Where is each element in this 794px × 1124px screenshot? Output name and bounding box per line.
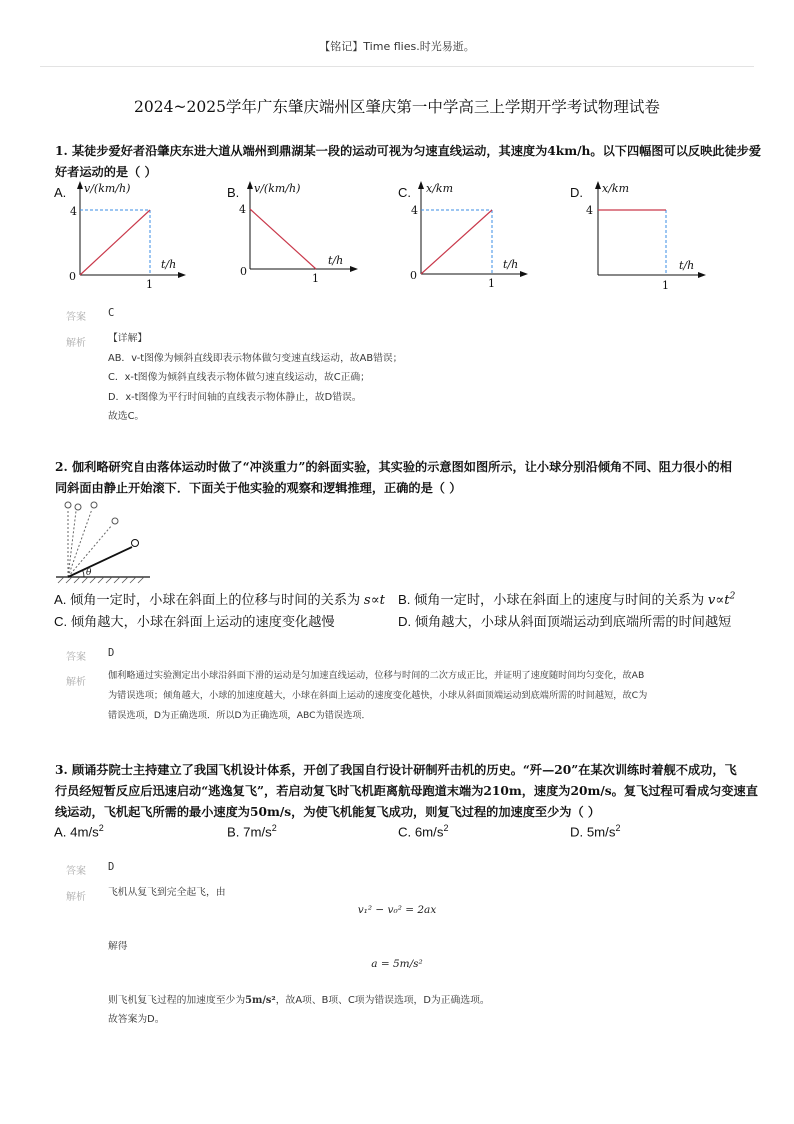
q1-stem-line2: 好者运动的是（ ）: [55, 165, 157, 179]
q3-analysis-label: 解析: [66, 892, 86, 903]
incline-steep: [68, 511, 76, 577]
q2-option-a-math: s∝t: [363, 593, 385, 608]
q2-answer-label: 答案: [66, 652, 86, 663]
y-axis-label: x/km: [426, 182, 454, 195]
q2-exp-line: 为错误选项；倾角越大，小球的加速度越大，小球在斜面上运动的速度变化越快，小球从斜面顶端运动到底端所需的时间越短，故C为: [108, 690, 648, 701]
q1-stem: [55, 141, 762, 183]
ground-hatch: [58, 577, 144, 583]
q2-explanation: [108, 666, 748, 726]
y-axis-label: v/(km/h): [84, 182, 131, 195]
origin-label: 0: [410, 269, 417, 282]
q3-option-d-text: D. 5m/s: [570, 824, 616, 840]
x-tick: 1: [146, 278, 153, 291]
q3-answer: D: [108, 861, 115, 873]
y-axis-arrow: [247, 181, 253, 189]
q3-formula-2: a = 5m/s²: [371, 958, 423, 970]
x-axis-label: t/h: [679, 259, 695, 272]
q3-option-c-sup: 2: [443, 823, 449, 833]
graph-line: [421, 210, 492, 274]
q1-answer-label: 答案: [66, 312, 86, 323]
q3-stem-line3: 线运动，飞机起飞所需的最小速度为50m/s，为使飞机能复飞成功，则复飞过程的加速度至少为（ ）: [55, 805, 601, 819]
q1-exp-line: 故选C。: [108, 411, 145, 422]
q2-option-a-text: A. 倾角一定时，小球在斜面上的位移与时间的关系为: [54, 592, 361, 607]
graph-line: [250, 209, 316, 269]
q3-option-b-text: B. 7m/s: [227, 824, 272, 840]
incline-solid: [68, 547, 132, 577]
q2-stem-line1: 2. 伽利略研究自由落体运动时做了“冲淡重力”的斜面实验，其实验的示意图如图所示，让小球分别沿倾角不同、阻力很小的相: [55, 460, 732, 474]
y-axis-arrow: [77, 181, 83, 189]
ball: [132, 540, 139, 547]
ball: [75, 504, 81, 510]
q2-stem: [55, 457, 755, 499]
q1-option-a-letter: A.: [54, 185, 67, 200]
x-tick: 1: [662, 279, 669, 292]
y-axis-label: x/km: [602, 182, 630, 195]
q3-option-b-sup: 2: [271, 823, 277, 833]
q1-graph-d: [578, 178, 713, 293]
q2-option-b: [398, 589, 735, 608]
x-axis-label: t/h: [161, 258, 177, 271]
y-tick: 4: [239, 203, 246, 216]
q1-analysis-label: 解析: [66, 338, 86, 349]
origin-label: 0: [240, 265, 247, 278]
q1-answer: C: [108, 307, 115, 319]
q2-option-b-math: v∝t: [707, 593, 730, 608]
q3-option-d-sup: 2: [615, 823, 621, 833]
y-tick: 4: [411, 204, 418, 217]
x-axis-label: t/h: [503, 258, 519, 271]
q2-answer: D: [108, 647, 115, 659]
q3-option-b: [227, 823, 277, 839]
q2-stem-line2: 同斜面由静止开始滚下．下面关于他实验的观察和逻辑推理，正确的是（ ）: [55, 481, 462, 495]
x-tick: 1: [312, 272, 319, 285]
q1-exp-line: D．x-t图像为平行时间轴的直线表示物体静止，故D错误。: [108, 391, 362, 403]
x-axis-arrow: [698, 272, 706, 278]
q1-exp-line: C．x-t图像为倾斜直线表示物体做匀速直线运动，故C正确；: [108, 372, 370, 383]
q1-exp-line: 【详解】: [108, 333, 148, 344]
q3-option-a-sup: 2: [98, 823, 104, 833]
q1-option-d-letter: D.: [570, 185, 583, 200]
q3-exp-line3-math: 5m/s²: [245, 995, 276, 1006]
q3-formula-1: v₁² − v₀² = 2ax: [357, 904, 437, 916]
y-axis-arrow: [418, 181, 424, 189]
q3-option-c: [398, 823, 448, 839]
q2-exp-line: 伽利略通过实验测定出小球沿斜面下滑的运动是匀加速直线运动，位移与时间的二次方成正比，并证明了速度随时间均匀变化，故AB: [108, 670, 645, 681]
q2-analysis-label: 解析: [66, 677, 86, 688]
origin-label: 0: [69, 270, 76, 283]
ball: [91, 502, 97, 508]
q1-graph-a: [62, 178, 192, 293]
graph-line: [80, 210, 150, 275]
q3-answer-label: 答案: [66, 866, 86, 877]
q1-stem-line1: 1. 某徒步爱好者沿肇庆东进大道从端州到鼎湖某一段的运动可视为匀速直线运动，其速度为4km/h。以下四幅图可以反映此徒步爱: [55, 144, 762, 158]
q2-incline-figure: [54, 497, 154, 585]
q3-stem-line1: 3. 顾诵芬院士主持建立了我国飞机设计体系，开创了我国自行设计研制歼击机的历史。“歼—20”在某次训练时着舰不成功，飞: [55, 763, 737, 777]
q1-exp-line: AB．v-t图像为倾斜直线即表示物体做匀变速直线运动，故AB错误；: [108, 352, 403, 364]
x-axis-arrow: [520, 271, 528, 277]
q1-option-b-letter: B.: [227, 185, 240, 200]
q2-option-b-text: B. 倾角一定时，小球在斜面上的速度与时间的关系为: [398, 592, 705, 607]
q3-exp-line3-text: 则飞机复飞过程的加速度至少为: [108, 995, 246, 1006]
q2-option-c: C. 倾角越大，小球在斜面上运动的速度变化越慢: [54, 614, 335, 629]
q3-option-a: [54, 823, 104, 839]
q3-exp-line4: 故答案为D。: [108, 1014, 165, 1025]
q3-option-a-text: A. 4m/s: [54, 824, 99, 840]
q1-graph-c: [404, 178, 534, 293]
ball: [112, 518, 118, 524]
y-axis-label: v/(km/h): [254, 182, 301, 195]
q2-option-a: [54, 589, 385, 608]
y-tick: 4: [586, 204, 593, 217]
page-title: 2024~2025学年广东肇庆端州区肇庆第一中学高三上学期开学考试物理试卷: [134, 98, 660, 116]
angle-arc: [83, 570, 85, 577]
q3-exp-line3-text2: ，故A项、B项、C项为错误选项，D为正确选项。: [275, 995, 490, 1006]
y-axis-arrow: [595, 181, 601, 189]
q1-option-c-letter: C.: [398, 185, 411, 200]
q3-exp-line1: 飞机从复飞到完全起飞，由: [108, 887, 226, 898]
q3-exp-line2: 解得: [108, 941, 128, 952]
header-divider: [40, 66, 754, 67]
y-tick: 4: [70, 205, 77, 218]
q2-exp-line: 错误选项，D为正确选项．所以D为正确选项，ABC为错误选项．: [108, 710, 371, 721]
q3-stem-line2: 行员经短暂反应后迅速启动“逃逸复飞”，若启动复飞时飞机距离航母跑道末端为210m，速度为20m/s。复飞过程可看成匀变速直: [55, 784, 758, 798]
q3-option-d: [570, 823, 620, 839]
x-tick: 1: [488, 277, 495, 290]
ball: [65, 502, 71, 508]
q1-explanation: [108, 329, 748, 427]
q3-stem: [55, 760, 758, 823]
q2-option-b-sup: 2: [729, 591, 736, 602]
angle-label: θ: [86, 568, 92, 578]
q2-option-d: D. 倾角越大，小球从斜面顶端运动到底端所需的时间越短: [398, 614, 732, 629]
q1-graph-b: [234, 178, 364, 293]
q3-exp-line3: [108, 991, 490, 1011]
x-axis-label: t/h: [328, 254, 344, 267]
q3-option-c-text: C. 6m/s: [398, 824, 444, 840]
x-axis-arrow: [178, 272, 186, 278]
x-axis-arrow: [350, 266, 358, 272]
header-motto: 【铭记】Time flies.时光易逝。: [319, 40, 475, 53]
